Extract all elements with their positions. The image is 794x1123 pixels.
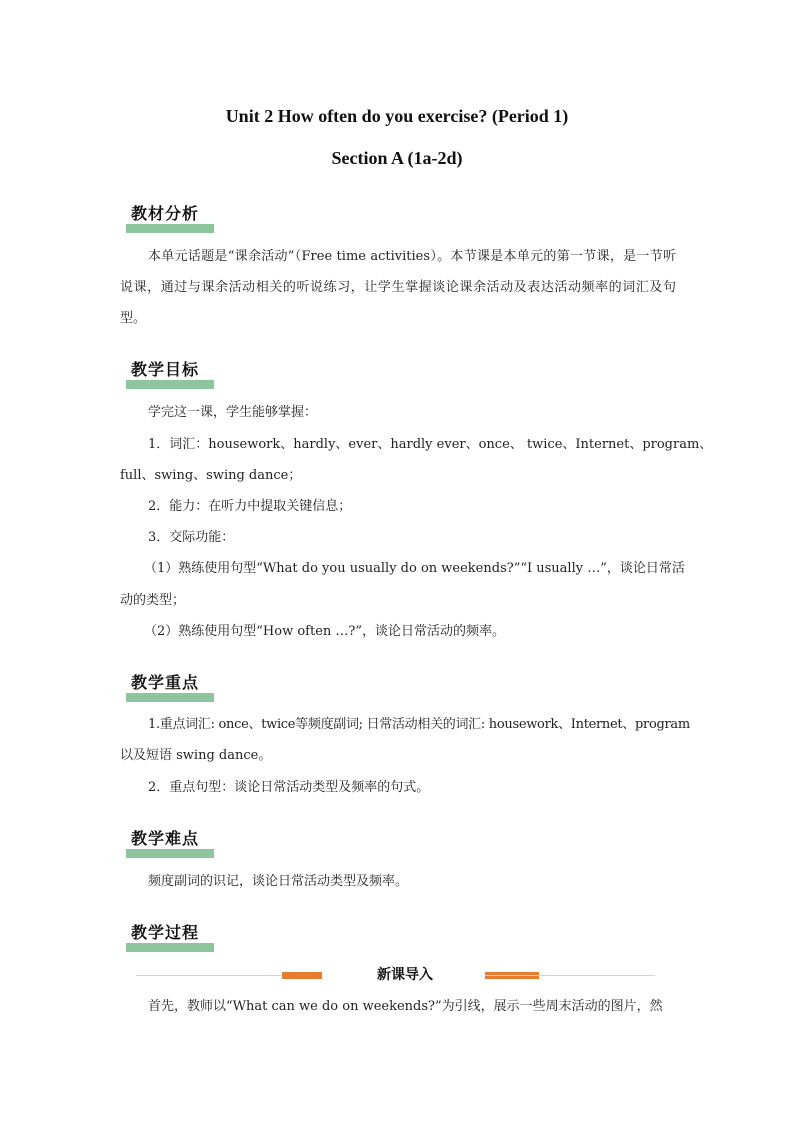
subheading-new-lesson: 新课导入	[377, 967, 433, 983]
heading-analysis: 教材分析	[126, 203, 199, 233]
analysis-paragraph: 本单元话题是“课余活动”（Free time activities）。本节课是本单元的第一节课，是一节听说课，通过与课余活动相关的听说练习，让学生掌握谈论课余活动及表达活动频率的词汇及句型。	[120, 249, 676, 326]
goals-item-1: 1．词汇：housework、hardly、ever、hardly ever、once、 twice、Internet、program、	[148, 437, 713, 452]
goals-item-3-2: （2）熟练使用句型“How often …?”，谈论日常活动的频率。	[144, 624, 506, 639]
divider-right	[485, 975, 655, 976]
difficulties-paragraph: 频度副词的识记，谈论日常活动类型及频率。	[148, 874, 409, 889]
heading-underline	[126, 224, 214, 233]
heading-process: 教学过程	[126, 922, 199, 952]
goals-item-3-1-cont: 动的类型；	[120, 593, 186, 608]
heading-underline	[126, 380, 214, 389]
goals-item-3: 3．交际功能：	[148, 530, 235, 545]
divider-accent-left	[282, 972, 322, 979]
key-points-item-2: 2．重点句型：谈论日常活动类型及频率的句式。	[148, 780, 430, 795]
goals-item-3-1: （1）熟练使用句型“What do you usually do on weekends?”“I usually …”，谈论日常活	[144, 561, 685, 576]
goals-item-2: 2．能力：在听力中提取关键信息；	[148, 499, 352, 514]
page-subtitle: Section A (1a-2d)	[331, 148, 463, 168]
heading-difficulties: 教学难点	[126, 828, 199, 858]
heading-underline	[126, 943, 214, 952]
heading-underline	[126, 849, 214, 858]
process-paragraph: 首先，教师以“What can we do on weekends?”为引线，展示一些周末活动的图片，然	[148, 999, 663, 1014]
heading-key-points: 教学重点	[126, 672, 199, 702]
key-points-item-1-cont: 以及短语 swing dance。	[120, 748, 272, 763]
goals-intro: 学完这一课，学生能够掌握：	[148, 405, 318, 420]
page-title: Unit 2 How often do you exercise? (Period 1)	[225, 106, 569, 126]
heading-goals: 教学目标	[126, 359, 199, 389]
goals-item-1-cont: full、swing、swing dance；	[120, 468, 302, 483]
key-points-item-1: 1.重点词汇: once、twice等频度副词; 日常活动相关的词汇: housework、Internet、program	[148, 717, 690, 732]
heading-underline	[126, 693, 214, 702]
